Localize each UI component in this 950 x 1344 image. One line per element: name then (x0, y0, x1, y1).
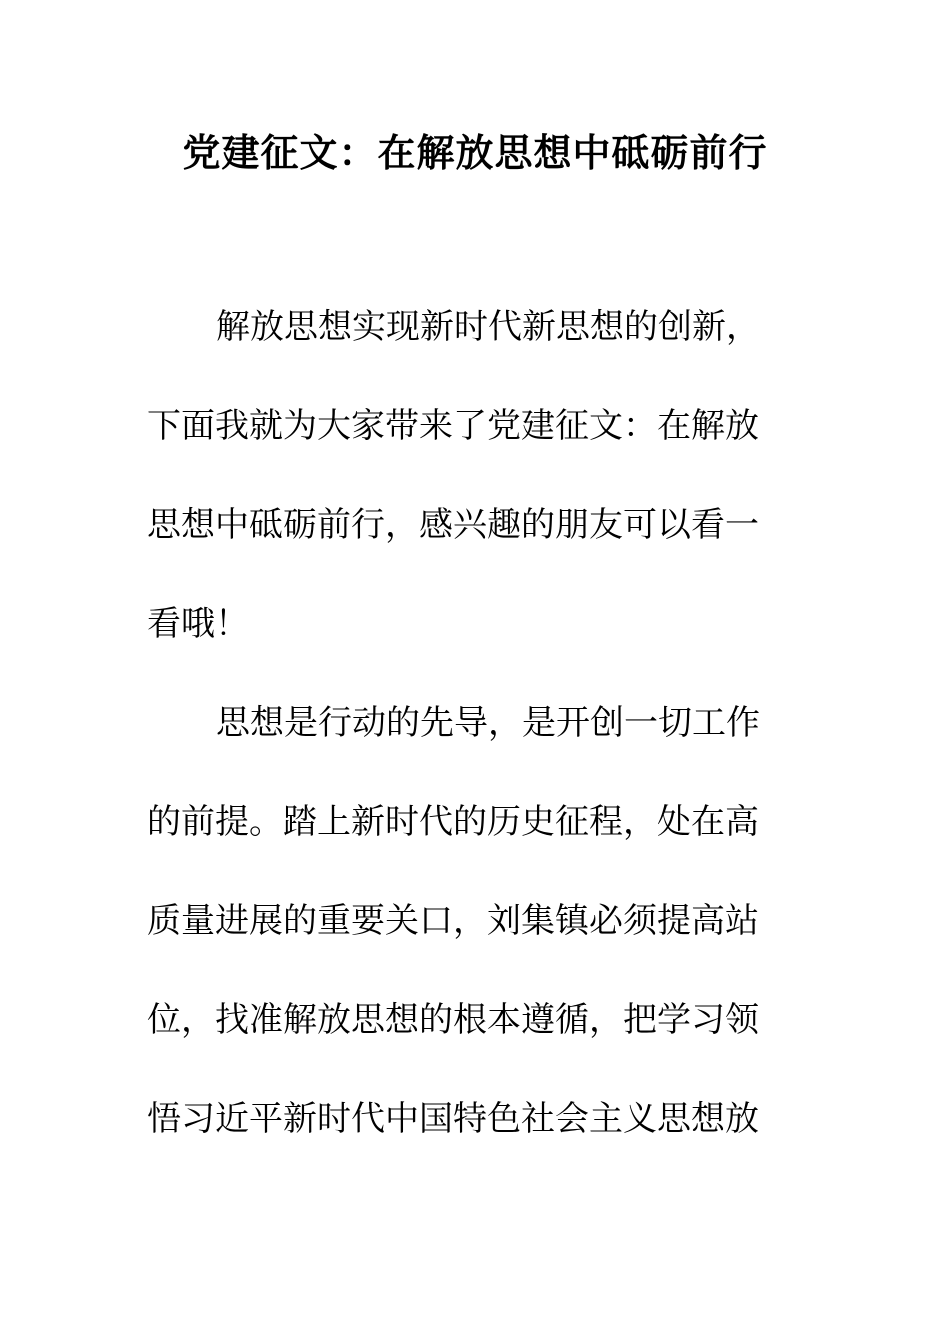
paragraph-2-line-1: 思想是行动的先导，是开创一切工作 (216, 703, 760, 743)
paragraph-2-line-4: 位，找准解放思想的根本遵循，把学习领 (147, 1000, 759, 1040)
paragraph-1-line-3: 思想中砥砺前行，感兴趣的朋友可以看一 (147, 505, 759, 545)
document-title: 党建征文：在解放思想中砥砺前行 (182, 130, 768, 175)
document-body (147, 300, 807, 1191)
paragraph-2-line-2: 的前提。踏上新时代的历史征程，处在高 (147, 802, 759, 842)
paragraph-2-line-5: 悟习近平新时代中国特色社会主义思想放 (147, 1099, 759, 1139)
paragraph-2-line-3: 质量进展的重要关口，刘集镇必须提高站 (147, 901, 759, 941)
paragraph-1-line-1: 解放思想实现新时代新思想的创新， (216, 307, 760, 347)
paragraph-1-line-2: 下面我就为大家带来了党建征文：在解放 (147, 406, 759, 446)
paragraph-1-line-4: 看哦！ (147, 604, 249, 644)
